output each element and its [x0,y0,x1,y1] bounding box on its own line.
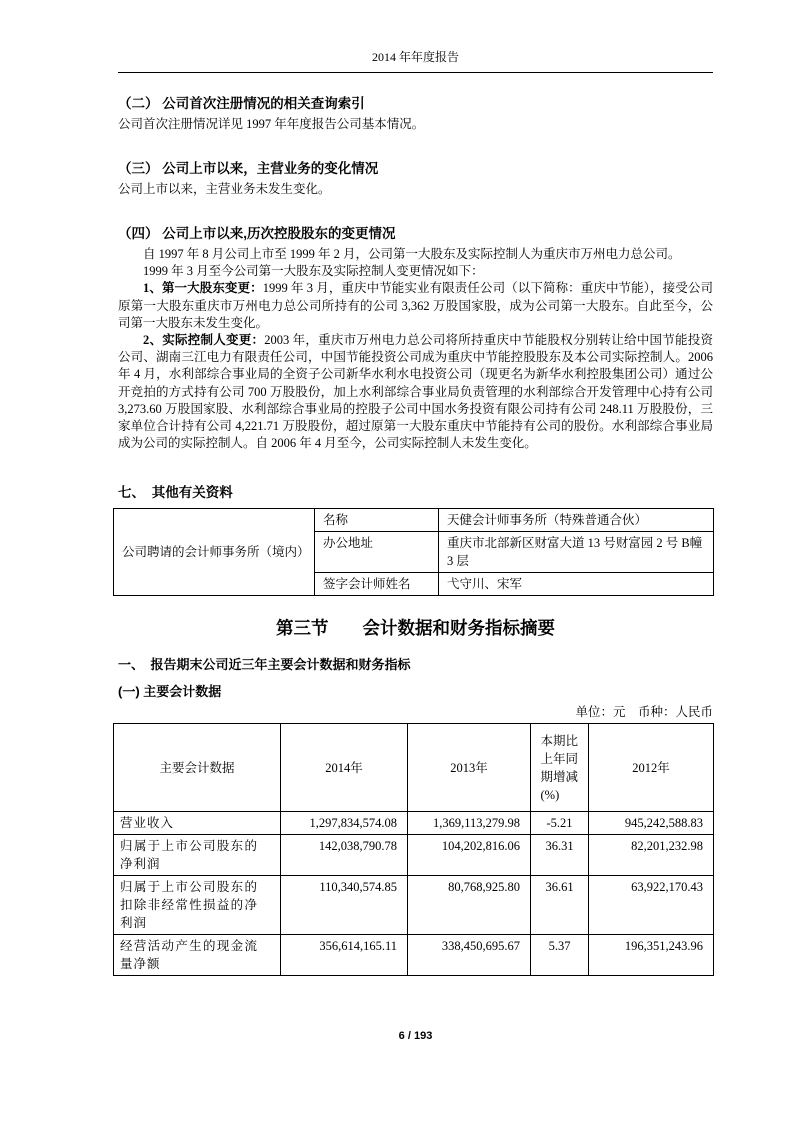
value-2014: 356,614,165.11 [281,935,408,976]
value-2012: 63,922,170.43 [589,876,714,935]
page-header-title: 2014 年年度报告 [371,50,459,64]
metric-label: 归属于上市公司股东的扣除非经常性损益的净利润 [114,876,281,935]
value-2013: 338,450,695.67 [408,935,531,976]
accountant-value-address: 重庆市北部新区财富大道 13 号财富园 2 号 B幢 3 层 [439,532,714,573]
header-rule [118,72,713,73]
column-header-change-pct-text: 本期比上年同期增减(%) [540,733,579,802]
metric-label: 营业收入 [114,812,281,835]
table-header-row [114,724,714,812]
column-header-metric: 主要会计数据 [114,724,281,812]
value-2012: 196,351,243.96 [589,935,714,976]
accountant-value-name: 天健会计师事务所（特殊普通合伙） [439,509,714,532]
chapter-title [118,616,713,640]
section-2-heading: （二） 公司首次注册情况的相关查询索引 [118,96,365,111]
column-header-2013: 2013年 [408,724,531,812]
section-7-heading: 七、 其他有关资料 [118,485,233,501]
accountant-key-signers: 签字会计师姓名 [315,573,439,596]
table-row [114,935,714,976]
paragraph-4-text: 2003 年，重庆市万州电力总公司将所持重庆中节能股权分别转让给中国节能投资公司、湖南三江电力有限责任公司，中国节能投资公司成为重庆中节能控股股东及本公司实际控制人。2006 年 4 月，水利部综合事业局的全资子公司新华水利水电投资公司（现更名为新华水利控股集团公司）通过公开竞拍的方式持有公司 700 万股股份，加上水利部综合事业局负责管理的水利部综合开发管理中心持有公司 3,273.60 万股国家股、水利部综合事业局的控股子公司中国水务投资有限公司持有公司 248.11 万股股份，三家单位合计持有公司 4,221.71 万股股份，超过原第一大股东重庆中节能持有公司的股份。水利部综合事业局成为公司的实际控制人。自 2006 年 4 月至今，公司实际控制人未发生变化。 [118,333,713,451]
accountant-value-signers: 弋守川、宋军 [439,573,714,596]
chapter-number: 第三节 [276,618,329,639]
value-2013: 1,369,113,279.98 [408,812,531,835]
metric-label: 经营活动产生的现金流量净额 [114,935,281,976]
value-change-pct: 5.37 [531,935,589,976]
table-row [114,812,714,835]
accountant-key-name: 名称 [315,509,439,532]
value-2014: 142,038,790.78 [281,835,408,876]
key-accounting-data-table [113,723,714,976]
section-2-body: 公司首次注册情况详见 1997 年年度报告公司基本情况。 [118,117,425,131]
value-2012: 82,201,232.98 [589,835,714,876]
section-3-body: 公司上市以来，主营业务未发生变化。 [118,182,331,196]
paragraph-4-lead: 2、实际控制人变更： [143,333,265,348]
column-header-2012: 2012年 [589,724,714,812]
table-row [114,835,714,876]
section-3-heading: （三） 公司上市以来，主营业务的变化情况 [118,161,379,176]
subsection-1-1-heading: (一) 主要会计数据 [118,684,222,700]
accountant-firm-table [113,508,714,596]
column-header-2014: 2014年 [281,724,408,812]
table-row [114,876,714,935]
section-4-paragraph-3 [118,280,713,332]
table-row [114,509,714,532]
value-2013: 104,202,816.06 [408,835,531,876]
value-change-pct: -5.21 [531,812,589,835]
section-4-heading: （四） 公司上市以来,历次控股股东的变更情况 [118,226,396,241]
accountant-key-address: 办公地址 [315,532,439,573]
section-4-paragraph-1: 自 1997 年 8 月公司上市至 1999 年 2 月，公司第一大股东及实际控制人为重庆市万州电力总公司。 [143,247,681,261]
column-header-change-pct [531,724,589,812]
page-number: 6 / 193 [398,1030,433,1042]
accountant-row-label: 公司聘请的会计师事务所（境内） [114,509,315,596]
value-change-pct: 36.31 [531,835,589,876]
section-4-paragraph-4 [118,332,713,452]
value-2014: 1,297,834,574.08 [281,812,408,835]
value-2014: 110,340,574.85 [281,876,408,935]
value-2012: 945,242,588.83 [589,812,714,835]
chapter-title-text: 会计数据和财务指标摘要 [362,618,555,639]
paragraph-3-text: 1999 年 3 月，重庆中节能实业有限责任公司（以下简称：重庆中节能），接受公司原第一大股东重庆市万州电力总公司所持有的公司 3,362 万股国家股，成为公司第一大股东。自此至今，公司第一大股东未发生变化。 [118,281,713,330]
page-header [118,50,713,73]
section-4-paragraph-2: 1999 年 3 月至今公司第一大股东及实际控制人变更情况如下： [143,264,484,279]
metric-label: 归属于上市公司股东的净利润 [114,835,281,876]
value-change-pct: 36.61 [531,876,589,935]
unit-currency-note: 单位：元 币种：人民币 [575,705,713,720]
paragraph-3-lead: 1、第一大股东变更： [143,281,263,296]
subsection-1-heading: 一、 报告期末公司近三年主要会计数据和财务指标 [118,657,411,673]
value-2013: 80,768,925.80 [408,876,531,935]
